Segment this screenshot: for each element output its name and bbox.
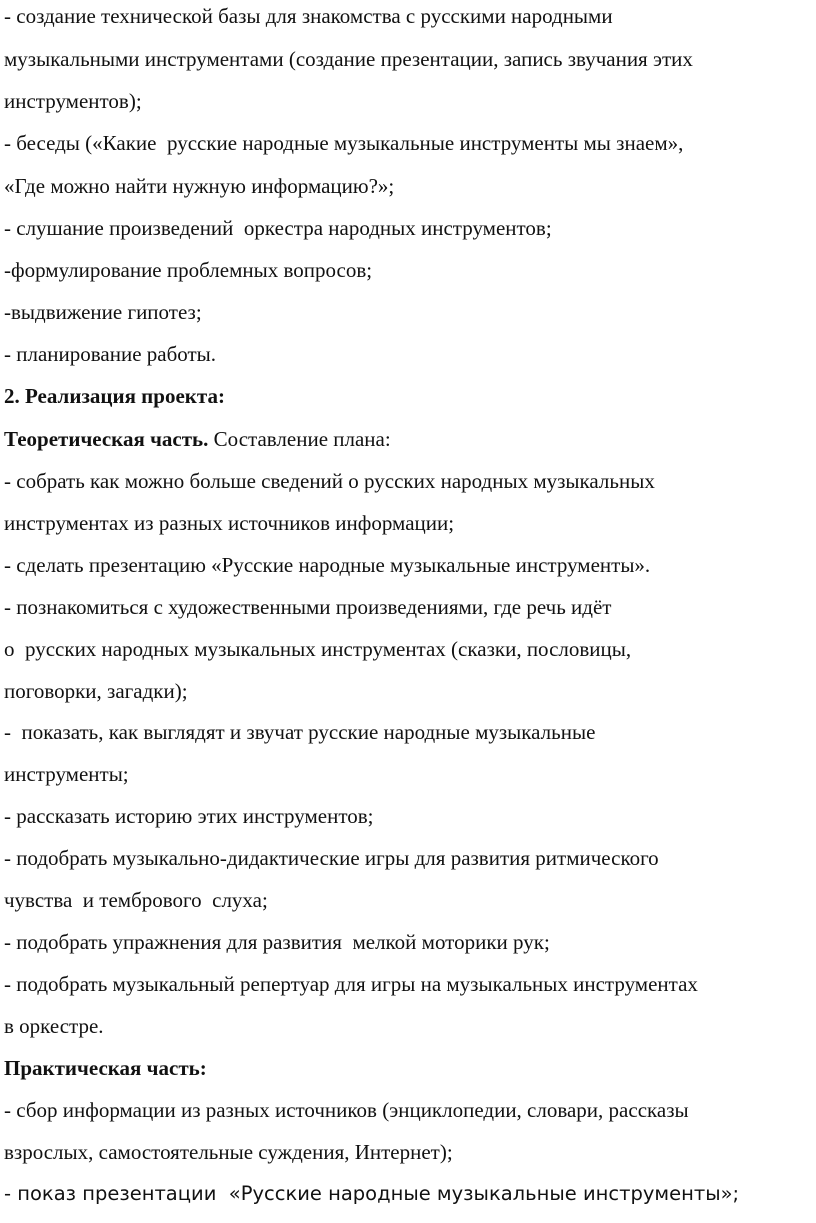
text-line: -выдвижение гипотез; — [4, 300, 202, 324]
text-line: музыкальными инструментами (создание презентации, запись звучания этих — [4, 47, 693, 71]
text-line: - сбор информации из разных источников (энциклопедии, словари, рассказы — [4, 1098, 689, 1122]
subsection-heading: Практическая часть: — [4, 1056, 207, 1080]
text-line: о русских народных музыкальных инструментах (сказки, пословицы, — [4, 637, 632, 661]
text-line: в оркестре. — [4, 1014, 104, 1038]
text-line: - собрать как можно больше сведений о русских народных музыкальных — [4, 469, 655, 493]
text-line — [4, 427, 391, 451]
section-heading: 2. Реализация проекта: — [4, 384, 225, 408]
text-line: - рассказать историю этих инструментов; — [4, 804, 374, 828]
text-line: - создание технической базы для знакомства с русскими народными — [4, 4, 613, 28]
text-line: инструменты; — [4, 762, 129, 786]
text-line: чувства и тембрового слуха; — [4, 888, 268, 912]
text-line: «Где можно найти нужную информацию?»; — [4, 174, 395, 198]
text-line: - подобрать музыкально-дидактические игры для развития ритмического — [4, 846, 659, 870]
text-line: инструментов); — [4, 89, 142, 113]
text-line: - показать, как выглядят и звучат русские народные музыкальные — [4, 720, 596, 744]
text-line: поговорки, загадки); — [4, 679, 188, 703]
text-line: -формулирование проблемных вопросов; — [4, 258, 373, 282]
text-line: - беседы («Какие русские народные музыкальные инструменты мы знаем», — [4, 131, 684, 155]
text-line: - познакомиться с художественными произведениями, где речь идёт — [4, 595, 612, 619]
text-line: - подобрать упражнения для развития мелкой моторики рук; — [4, 930, 550, 954]
subsection-heading: Теоретическая часть. — [4, 427, 209, 451]
text-line: - планирование работы. — [4, 342, 217, 366]
text-line: - слушание произведений оркестра народных инструментов; — [4, 216, 552, 240]
text-line: - сделать презентацию «Русские народные музыкальные инструменты». — [4, 553, 651, 577]
text-line: - подобрать музыкальный репертуар для игры на музыкальных инструментах — [4, 972, 698, 996]
text-line: инструментах из разных источников информации; — [4, 511, 455, 535]
text-line: Составление плана: — [213, 427, 391, 451]
text-line: - показ презентации «Русские народные музыкальные инструменты»; — [4, 1182, 740, 1205]
text-line: взрослых, самостоятельные суждения, Интернет); — [4, 1140, 453, 1164]
